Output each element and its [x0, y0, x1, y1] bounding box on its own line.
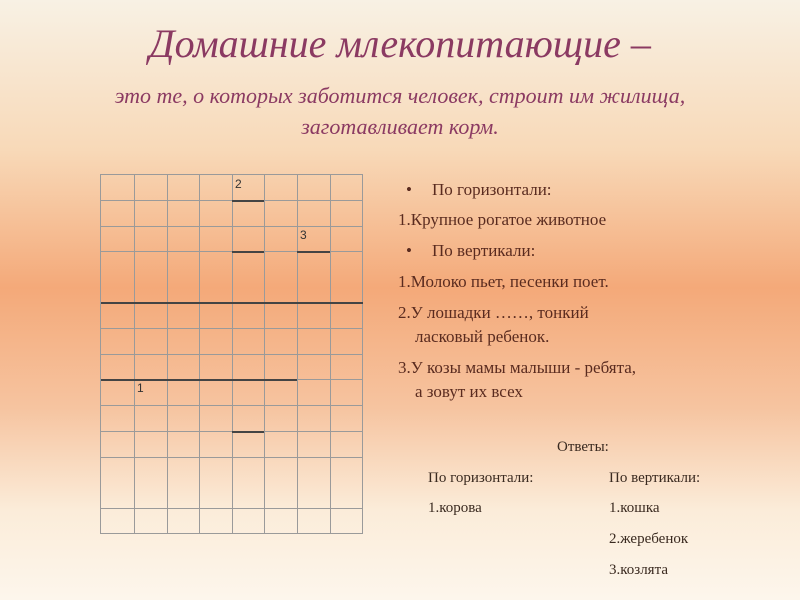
- grid-accent-line: [101, 379, 297, 381]
- grid-line: [101, 328, 363, 329]
- crossword-grid: [100, 174, 363, 534]
- clue-v2: [398, 301, 778, 349]
- clue-bullet: [398, 178, 778, 202]
- answer-h1: 1.корова: [428, 500, 482, 516]
- clue-h1: 1.Крупное рогатое животное: [398, 210, 607, 229]
- clues-horizontal-header: По горизонтали:: [432, 180, 552, 199]
- bullet-dot: •: [406, 180, 412, 199]
- grid-line: [101, 533, 363, 534]
- clue-v3-line2: а зовут их всех: [415, 382, 523, 401]
- clue-number: 3: [300, 228, 307, 242]
- clue-bullet: [398, 239, 778, 263]
- clue-v1: 1.Молоко пьет, песенки поет.: [398, 272, 609, 291]
- clue-v2-line2: ласковый ребенок.: [415, 327, 550, 346]
- grid-accent-line: [101, 302, 363, 304]
- grid-line: [101, 457, 363, 458]
- grid-accent-line: [232, 251, 264, 253]
- grid-line: [101, 405, 363, 406]
- grid-accent-line: [232, 200, 264, 202]
- grid-line: [101, 354, 363, 355]
- clues-vertical-header: По вертикали:: [432, 241, 536, 260]
- clues-panel: [398, 178, 778, 404]
- answers-vertical-header: По вертикали:: [609, 470, 701, 486]
- bullet-dot: •: [406, 241, 412, 260]
- answers-horizontal-header: По горизонтали:: [428, 470, 534, 486]
- grid-line: [101, 226, 363, 227]
- answer-v3: 3.козлята: [609, 562, 668, 578]
- answers-header: Ответы:: [557, 439, 609, 455]
- grid-line: [101, 508, 363, 509]
- slide-title: Домашние млекопитающие –: [149, 21, 651, 66]
- clue-v2-line1: 2.У лошадки ……, тонкий: [398, 303, 589, 322]
- slide-subtitle: это те, о которых заботится человек, строит им жилища, заготавливает корм.: [114, 83, 686, 139]
- clue-number: 2: [235, 177, 242, 191]
- grid-accent-line: [232, 431, 264, 433]
- answer-v2: 2.жеребенок: [609, 531, 689, 547]
- clue-v3: [398, 356, 778, 404]
- clue-v3-line1: 3.У козы мамы малыши - ребята,: [398, 358, 637, 377]
- grid-accent-line: [297, 251, 330, 253]
- answer-v1: 1.кошка: [609, 500, 660, 516]
- clue-number: 1: [137, 381, 144, 395]
